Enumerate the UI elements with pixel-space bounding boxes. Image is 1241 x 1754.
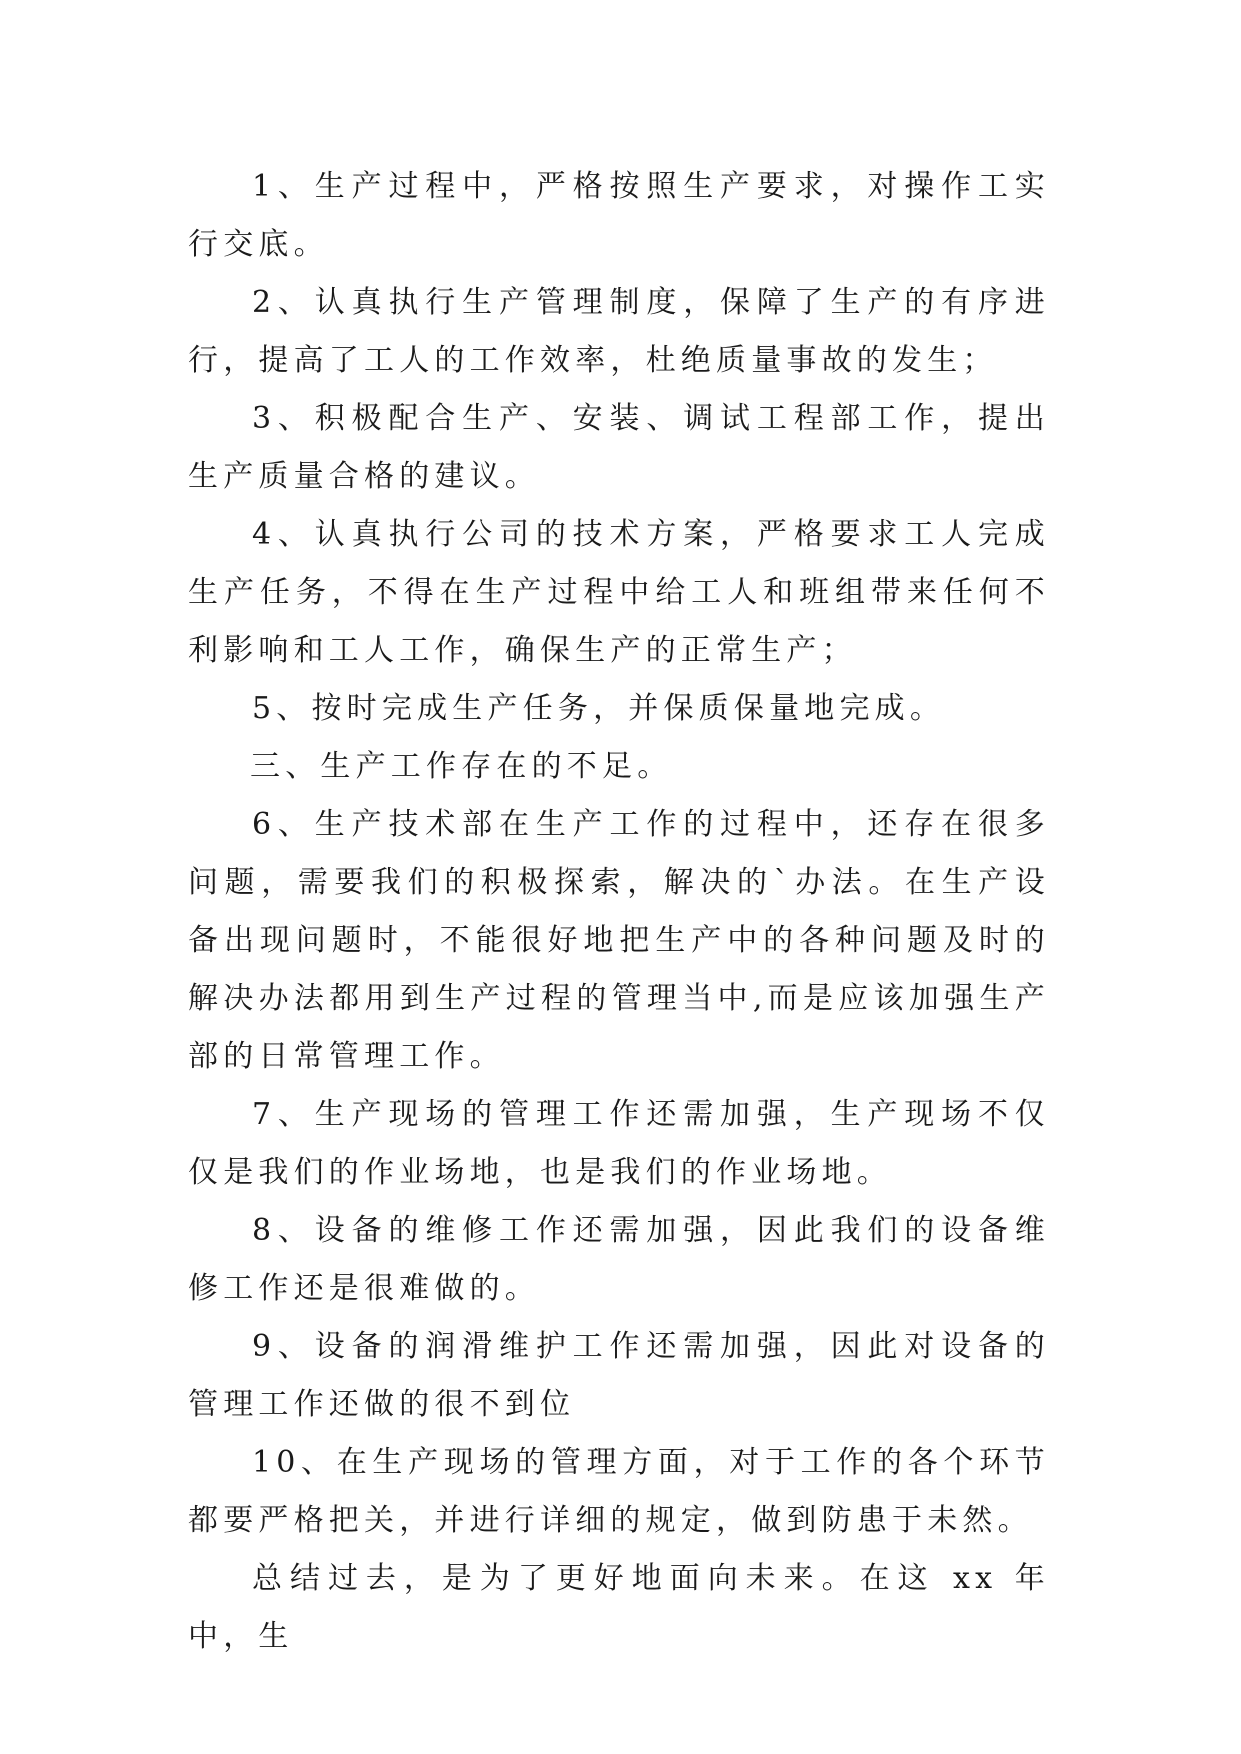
paragraph-item-4: 4、认真执行公司的技术方案，严格要求工人完成生产任务，不得在生产过程中给工人和班组带来任何不利影响和工人工作，确保生产的正常生产； — [188, 517, 1050, 668]
paragraph-item-9: 9、设备的润滑维护工作还需加强，因此对设备的管理工作还做的很不到位 — [188, 1329, 1050, 1422]
paragraph-item-3: 3、积极配合生产、安装、调试工程部工作，提出生产质量合格的建议。 — [188, 401, 1050, 494]
paragraph-item-7: 7、生产现场的管理工作还需加强，生产现场不仅仅是我们的作业场地，也是我们的作业场地。 — [188, 1097, 1050, 1190]
paragraph-summary: 总结过去，是为了更好地面向未来。在这 xx 年中，生 — [188, 1561, 1050, 1654]
paragraph-item-5: 5、按时完成生产任务，并保质保量地完成。 — [252, 691, 946, 726]
paragraph-item-1: 1、生产过程中，严格按照生产要求，对操作工实行交底。 — [188, 169, 1050, 262]
document-body — [188, 158, 1050, 1666]
paragraph-item-2: 2、认真执行生产管理制度，保障了生产的有序进行，提高了工人的工作效率，杜绝质量事故的发生； — [188, 285, 1050, 378]
section-heading-shortcomings: 三、生产工作存在的不足。 — [250, 749, 673, 784]
paragraph-item-6: 6、生产技术部在生产工作的过程中，还存在很多问题，需要我们的积极探索，解决的`办法。在生产设备出现问题时，不能很好地把生产中的各种问题及时的解决办法都用到生产过程的管理当中,而是应该加强生产部的日常管理工作。 — [188, 807, 1050, 1074]
paragraph-item-8: 8、设备的维修工作还需加强，因此我们的设备维修工作还是很难做的。 — [188, 1213, 1050, 1306]
paragraph-item-10: 10、在生产现场的管理方面，对于工作的各个环节都要严格把关，并进行详细的规定，做到防患于未然。 — [188, 1445, 1050, 1538]
